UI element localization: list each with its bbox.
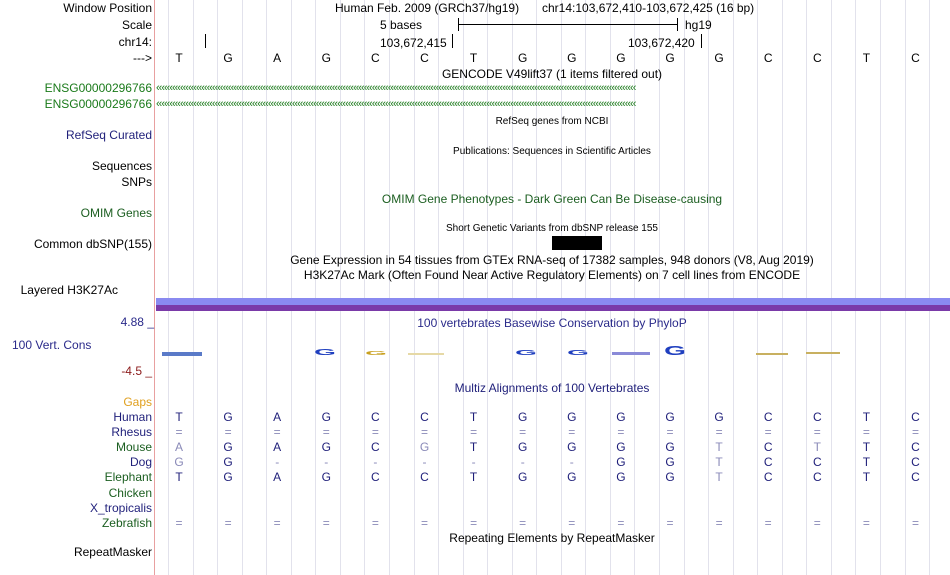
gene-feature-1[interactable]: ‹‹‹‹‹‹‹‹‹‹‹‹‹‹‹‹‹‹‹‹‹‹‹‹‹‹‹‹‹‹‹‹‹‹‹‹‹‹‹‹‹‹‹‹‹‹‹‹‹‹‹‹‹‹‹‹‹‹‹‹‹‹‹‹‹‹‹‹‹‹‹‹‹‹‹‹‹‹‹‹‹‹‹‹‹‹‹‹‹‹‹‹‹‹‹‹‹‹‹‹‹‹‹‹‹‹‹‹‹‹‹‹‹‹‹‹‹‹‹‹‹‹‹‹‹‹‹‹‹‹‹‹‹‹‹‹‹‹‹‹‹‹‹‹‹‹‹‹‹‹‹‹‹‹‹‹‹‹‹‹‹‹‹‹‹‹‹‹‹‹‹‹‹‹‹‹‹‹‹‹ — [156, 82, 636, 94]
cons-mark-2 — [408, 353, 444, 355]
cons-letter-2: G — [365, 350, 387, 357]
alignment-base: C — [812, 455, 822, 470]
alignment-base: T — [175, 410, 183, 424]
alignment-base: = — [911, 425, 919, 440]
alignment-base: C — [812, 410, 822, 424]
alignment-base: G — [665, 455, 675, 470]
alignment-base: = — [862, 425, 870, 440]
alignment-base: T — [175, 470, 183, 485]
alignment-base: C — [911, 440, 920, 455]
chrom-label: chr14: — [118, 35, 152, 49]
alignment-base: = — [371, 515, 379, 530]
gene-label-1[interactable]: ENSG00000296766 — [44, 81, 152, 95]
cons-mark-3 — [612, 352, 650, 355]
alignment-base: = — [666, 515, 674, 530]
species-label[interactable]: X_tropicalis — [89, 500, 152, 515]
multiz-track-title: Multiz Alignments of 100 Vertebrates — [454, 381, 650, 395]
snps-label[interactable]: SNPs — [121, 175, 152, 189]
alignment-base: A — [174, 440, 183, 455]
alignment-base: - — [471, 455, 476, 470]
alignment-base: = — [519, 515, 527, 530]
gene-label-2[interactable]: ENSG00000296766 — [44, 97, 152, 111]
alignment-base: = — [273, 515, 281, 530]
base-letter: T — [469, 51, 478, 65]
alignment-base: T — [715, 455, 723, 470]
alignment-base: = — [273, 425, 281, 440]
alignment-base: = — [175, 515, 183, 530]
alignment-base: = — [470, 425, 478, 440]
alignment-base: G — [174, 455, 184, 470]
alignment-base: G — [223, 440, 233, 455]
base-letter: G — [321, 51, 331, 65]
position-readout: chr14:103,672,410-103,672,425 (16 bp) — [542, 1, 755, 15]
alignment-base: = — [420, 425, 428, 440]
base-letter: T — [862, 51, 871, 65]
alignment-base: G — [223, 410, 233, 424]
species-label[interactable]: Chicken — [108, 485, 152, 500]
cons-mark-4 — [756, 353, 788, 355]
refseq-track-title: RefSeq genes from NCBI — [495, 116, 609, 127]
alignment-base: = — [224, 425, 232, 440]
species-label[interactable]: Human — [113, 410, 152, 424]
alignment-base: G — [616, 455, 626, 470]
alignment-base: C — [420, 410, 429, 424]
alignment-base: G — [665, 470, 675, 485]
cons-mark-5 — [806, 352, 840, 354]
alignment-base: C — [371, 440, 380, 455]
alignment-base: G — [321, 410, 331, 424]
alignment-base: = — [813, 425, 821, 440]
alignment-base: G — [714, 410, 724, 424]
cons-min-value: -4.5 _ — [121, 364, 152, 378]
cons-letter-4: G — [567, 349, 589, 357]
alignment-base: = — [175, 425, 183, 440]
base-letter: A — [273, 51, 282, 65]
omim-track-title: OMIM Gene Phenotypes - Dark Green Can Be Disease-causing — [381, 192, 723, 206]
alignment-base: C — [812, 470, 822, 485]
alignment-base: A — [273, 440, 282, 455]
base-letter: G — [518, 51, 528, 65]
alignment-base: T — [469, 470, 478, 485]
alignment-base: = — [813, 515, 821, 530]
base-letter: C — [911, 51, 920, 65]
alignment-base: C — [763, 455, 773, 470]
alignment-base: G — [321, 440, 331, 455]
alignment-base: = — [862, 515, 870, 530]
alignment-base: = — [322, 515, 330, 530]
alignment-base: = — [371, 425, 379, 440]
repeatmasker-label[interactable]: RepeatMasker — [73, 545, 152, 559]
alignment-base: T — [469, 440, 478, 455]
dbsnp-track-title: Short Genetic Variants from dbSNP release 155 — [446, 223, 658, 234]
alignment-base: = — [764, 515, 772, 530]
alignment-base: G — [518, 470, 528, 485]
assembly-title: Human Feb. 2009 (GRCh37/hg19) — [335, 1, 520, 15]
base-letter: G — [567, 51, 577, 65]
cons-label[interactable]: 100 Vert. Cons — [12, 338, 92, 352]
scale-label: Scale — [121, 18, 152, 32]
base-letter: G — [714, 51, 724, 65]
alignment-base: T — [715, 440, 723, 455]
gencode-track-title: GENCODE V49lift37 (1 items filtered out) — [441, 67, 663, 81]
alignment-base: G — [223, 455, 233, 470]
base-letter: C — [763, 51, 773, 65]
alignment-base: = — [666, 425, 674, 440]
species-label[interactable]: Rhesus — [111, 425, 152, 440]
alignment-base: = — [617, 425, 625, 440]
alignment-base: A — [273, 470, 282, 485]
strand-label: ---> — [133, 51, 152, 65]
alignment-base: = — [715, 515, 723, 530]
alignment-base: C — [420, 470, 429, 485]
alignment-base: C — [763, 410, 773, 424]
window-position-label: Window Position — [63, 1, 152, 15]
cons-letter-5: G — [664, 342, 686, 359]
alignment-base: = — [764, 425, 772, 440]
species-label[interactable]: Elephant — [104, 470, 152, 485]
publications-track-title: Publications: Sequences in Scientific Articles — [453, 146, 651, 157]
alignment-base: G — [223, 470, 233, 485]
alignment-base: G — [567, 410, 577, 424]
alignment-base: = — [911, 515, 919, 530]
cons-track-title: 100 vertebrates Basewise Conservation by PhyloP — [417, 316, 687, 330]
alignment-base: = — [519, 425, 527, 440]
alignment-base: C — [911, 470, 920, 485]
coord-label-1: 103,672,415 — [380, 36, 447, 50]
alignment-base: - — [569, 455, 574, 470]
alignment-base: = — [568, 425, 576, 440]
alignment-base: - — [422, 455, 427, 470]
alignment-base: = — [568, 515, 576, 530]
alignment-base: G — [616, 410, 626, 424]
repeatmasker-track-title: Repeating Elements by RepeatMasker — [449, 531, 655, 545]
alignment-base: = — [617, 515, 625, 530]
alignment-base: G — [665, 410, 675, 424]
base-letter: G — [665, 51, 675, 65]
alignment-base: = — [322, 425, 330, 440]
gtex-track-title: Gene Expression in 54 tissues from GTEx RNA-seq of 17382 samples, 948 donors (V8, Aug 2019) — [290, 253, 814, 267]
cons-letter-3: G — [515, 348, 537, 357]
alignment-base: C — [371, 410, 380, 424]
alignment-base: C — [763, 470, 773, 485]
base-letter: C — [371, 51, 380, 65]
refseq-label[interactable]: RefSeq Curated — [65, 128, 152, 142]
alignment-base: C — [371, 470, 380, 485]
alignment-base: T — [469, 410, 478, 424]
h3k27ac-track-title: H3K27Ac Mark (Often Found Near Active Regulatory Elements) on 7 cell lines from ENCODE — [303, 268, 801, 282]
sequences-label[interactable]: Sequences — [91, 159, 152, 173]
scale-db: hg19 — [685, 18, 712, 32]
scale-text: 5 bases — [380, 18, 423, 32]
alignment-base: G — [665, 440, 675, 455]
alignment-base: C — [911, 455, 920, 470]
base-letter: T — [175, 51, 183, 65]
alignment-base: A — [273, 410, 282, 424]
base-letter: G — [223, 51, 233, 65]
alignment-base: T — [862, 470, 871, 485]
alignment-base: - — [275, 455, 280, 470]
alignment-base: C — [911, 410, 920, 424]
base-letter: G — [616, 51, 626, 65]
alignment-base: T — [862, 455, 871, 470]
gaps-label[interactable]: Gaps — [123, 395, 152, 409]
alignment-base: G — [518, 410, 528, 424]
species-label[interactable]: Dog — [129, 455, 152, 470]
alignment-base: = — [715, 425, 723, 440]
species-label[interactable]: Zebrafish — [101, 515, 152, 530]
alignment-base: T — [862, 440, 871, 455]
alignment-base: - — [520, 455, 525, 470]
alignment-base: = — [420, 515, 428, 530]
alignment-base: T — [813, 440, 821, 455]
h3k27ac-label[interactable]: Layered H3K27Ac — [20, 283, 118, 297]
alignment-base: - — [373, 455, 378, 470]
alignment-base: C — [763, 440, 773, 455]
cons-max-value: 4.88 _ — [120, 315, 154, 329]
cons-letter-1: G — [314, 347, 336, 358]
cons-mark-1 — [162, 352, 202, 356]
species-label[interactable]: Mouse — [115, 440, 152, 455]
alignment-base: T — [862, 410, 871, 424]
dbsnp-label[interactable]: Common dbSNP(155) — [33, 237, 152, 251]
alignment-base: G — [616, 470, 626, 485]
alignment-base: - — [324, 455, 329, 470]
coord-label-2: 103,672,420 — [628, 36, 695, 50]
alignment-base: G — [419, 440, 430, 455]
alignment-base: G — [616, 440, 626, 455]
alignment-base: T — [715, 470, 723, 485]
alignment-base: G — [567, 470, 577, 485]
alignment-base: G — [321, 470, 331, 485]
alignment-base: = — [224, 515, 232, 530]
alignment-base: G — [567, 440, 577, 455]
alignment-base: G — [518, 440, 528, 455]
base-letter: C — [420, 51, 429, 65]
alignment-base: = — [470, 515, 478, 530]
base-letter: C — [812, 51, 822, 65]
gene-feature-2[interactable]: ‹‹‹‹‹‹‹‹‹‹‹‹‹‹‹‹‹‹‹‹‹‹‹‹‹‹‹‹‹‹‹‹‹‹‹‹‹‹‹‹‹‹‹‹‹‹‹‹‹‹‹‹‹‹‹‹‹‹‹‹‹‹‹‹‹‹‹‹‹‹‹‹‹‹‹‹‹‹‹‹‹‹‹‹‹‹‹‹‹‹‹‹‹‹‹‹‹‹‹‹‹‹‹‹‹‹‹‹‹‹‹‹‹‹‹‹‹‹‹‹‹‹‹‹‹‹‹‹‹‹‹‹‹‹‹‹‹‹‹‹‹‹‹‹‹‹‹‹‹‹‹‹‹‹‹‹‹‹‹‹‹‹‹‹‹‹‹‹‹‹‹‹‹‹‹‹‹‹‹‹ — [156, 98, 636, 110]
omim-label[interactable]: OMIM Genes — [80, 206, 152, 220]
